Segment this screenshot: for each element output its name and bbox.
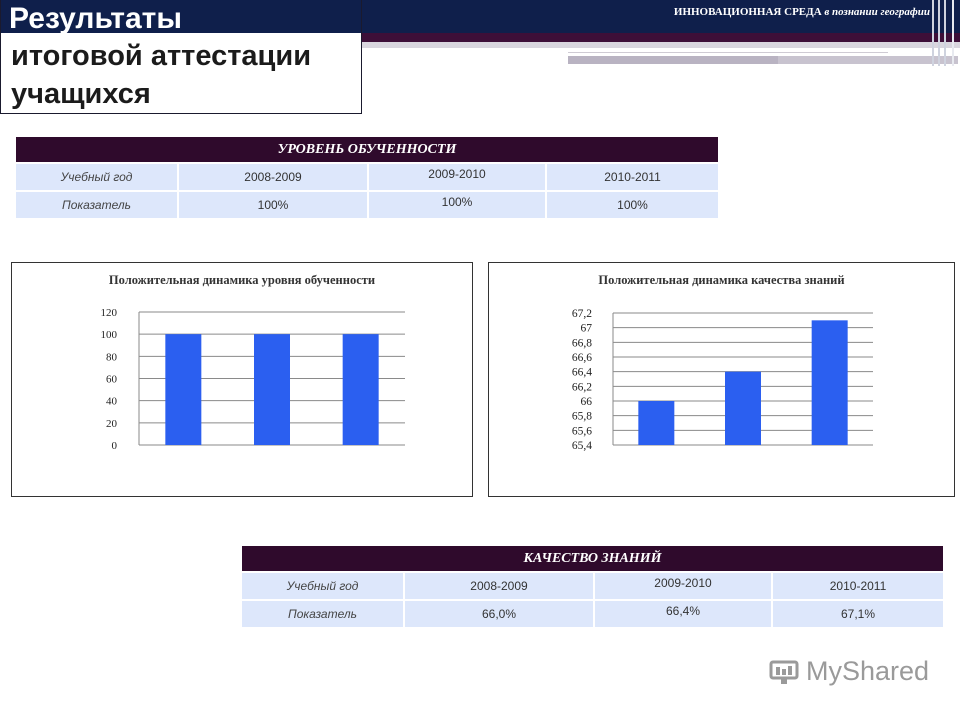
- y-tick-label: 66: [580, 396, 592, 408]
- row-label: Показатель: [15, 191, 178, 219]
- myshared-logo-icon: [768, 658, 800, 688]
- row-label: Показатель: [241, 600, 404, 628]
- y-tick-label: 67: [580, 322, 592, 335]
- chart-title: Положительная динамика качества знаний: [598, 273, 845, 287]
- y-tick-label: 60: [106, 373, 117, 386]
- level-table: [14, 135, 720, 220]
- chart-title: Положительная динамика уровня обученности: [108, 273, 376, 287]
- table-cell: 2010-2011: [772, 572, 944, 600]
- bar: [343, 334, 379, 445]
- y-tick-label: 120: [100, 307, 117, 319]
- table-cell: 67,1%: [772, 600, 944, 628]
- y-tick-label: 66,6: [571, 352, 592, 364]
- table-cell: 2010-2011: [546, 163, 719, 191]
- bar: [165, 334, 201, 445]
- page-title-line2: итоговой аттестации: [11, 40, 312, 72]
- header-tagline-italic: в познании географии: [824, 6, 930, 18]
- table-cell: 2009-2010: [368, 163, 546, 191]
- table-row: [15, 163, 719, 191]
- level-chart: [12, 263, 472, 496]
- chart-panel-level: [11, 262, 473, 497]
- y-tick-label: 100: [100, 329, 117, 342]
- table-cell: 2008-2009: [404, 572, 594, 600]
- table-cell: 66,0%: [404, 600, 594, 628]
- y-tick-label: 66,4: [571, 366, 592, 379]
- header-stripe-light: [362, 42, 960, 48]
- page-title-line3: учащихся: [11, 78, 151, 110]
- header-tagline: [674, 6, 930, 18]
- table-row: [241, 600, 944, 628]
- row-label: Учебный год: [15, 163, 178, 191]
- level-table-caption: УРОВЕНЬ ОБУЧЕННОСТИ: [15, 136, 719, 163]
- quality-chart: [489, 263, 954, 496]
- bar: [812, 320, 848, 445]
- table-row: [241, 572, 944, 600]
- watermark: MyShared: [806, 656, 930, 686]
- y-tick-label: 65,8: [571, 410, 592, 423]
- header-vertical-lines: [930, 0, 960, 66]
- bar: [638, 401, 674, 445]
- y-tick-label: 0: [111, 440, 117, 452]
- table-cell: 66,4%: [594, 600, 772, 628]
- y-tick-label: 80: [106, 351, 117, 364]
- bar: [254, 334, 290, 445]
- row-label: Учебный год: [241, 572, 404, 600]
- y-tick-label: 40: [106, 395, 117, 408]
- header-stripe: [362, 33, 960, 42]
- table-cell: 100%: [178, 191, 368, 219]
- table-row: [15, 191, 719, 219]
- quality-table-caption: КАЧЕСТВО ЗНАНИЙ: [241, 545, 944, 572]
- table-cell: 100%: [368, 191, 546, 219]
- header-tagline-bold: ИННОВАЦИОННАЯ СРЕДА: [673, 6, 822, 18]
- quality-table: [240, 544, 945, 629]
- y-tick-label: 66,8: [571, 337, 592, 350]
- y-tick-label: 65,4: [571, 440, 592, 452]
- y-tick-label: 65,6: [571, 425, 592, 438]
- header-grey-bar: [568, 56, 778, 64]
- chart-panel-quality: [488, 262, 955, 497]
- table-cell: 2009-2010: [594, 572, 772, 600]
- page-title: Результаты: [9, 2, 182, 35]
- table-cell: 2008-2009: [178, 163, 368, 191]
- y-tick-label: 20: [106, 417, 117, 430]
- table-cell: 100%: [546, 191, 719, 219]
- title-box: [0, 0, 362, 114]
- y-tick-label: 67,2: [571, 308, 592, 320]
- bar: [725, 372, 761, 445]
- y-tick-label: 66,2: [571, 381, 592, 394]
